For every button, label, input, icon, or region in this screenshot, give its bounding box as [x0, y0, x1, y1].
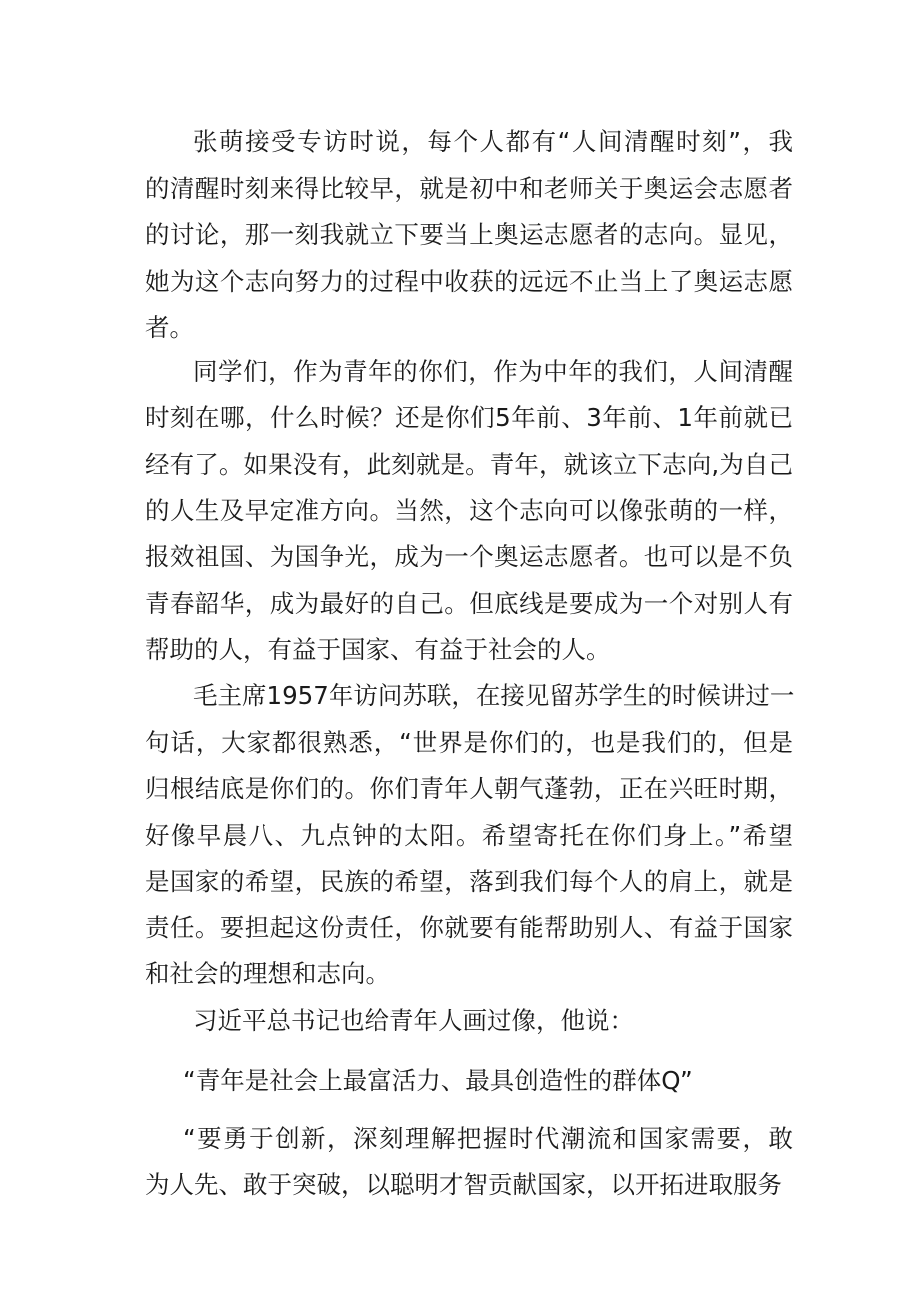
- text-line: 者。: [145, 313, 194, 342]
- text-line: 张萌接受专访时说，每个人都有“人间清醒时刻”，我: [193, 127, 793, 156]
- text-line: 和社会的理想和志向。: [145, 959, 390, 988]
- text-line: 青春韶华，成为最好的自己。但底线是要成为一个对别人有: [145, 589, 793, 618]
- text-line: 句话，大家都很熟悉，“世界是你们的，也是我们的，但是: [145, 728, 793, 757]
- text-line: “青年是社会上最富活力、最具创造性的群体Q”: [183, 1066, 693, 1095]
- text-line: 时刻在哪，什么时候？还是你们5年前、3年前、1年前就已: [145, 403, 793, 432]
- text-line: “要勇于创新，深刻理解把握时代潮流和国家需要，敢: [183, 1124, 793, 1153]
- text-line: 归根结底是你们的。你们青年人朝气蓬勃，正在兴旺时期，: [145, 774, 793, 803]
- text-line: 毛主席1957年访问苏联，在接见留苏学生的时候讲过一: [193, 681, 795, 710]
- text-line: 的清醒时刻来得比较早，就是初中和老师关于奥运会志愿者: [145, 174, 793, 203]
- text-line: 经有了。如果没有，此刻就是。青年，就该立下志向,为自己: [145, 450, 793, 479]
- text-line: 的讨论，那一刻我就立下要当上奥运志愿者的志向。显见，: [145, 220, 793, 249]
- text-line: 报效祖国、为国争光，成为一个奥运志愿者。也可以是不负: [145, 542, 793, 571]
- text-line: 同学们，作为青年的你们，作为中年的我们，人间清醒: [193, 357, 793, 386]
- text-line: 为人先、敢于突破，以聪明才智贡献国家，以开拓进取服务: [145, 1170, 782, 1199]
- text-line: 她为这个志向努力的过程中收获的远远不止当上了奥运志愿: [145, 267, 793, 296]
- text-line: 好像早晨八、九点钟的太阳。希望寄托在你们身上。”希望: [145, 821, 793, 850]
- text-line: 是国家的希望，民族的希望，落到我们每个人的肩上，就是: [145, 867, 793, 896]
- text-line: 帮助的人，有益于国家、有益于社会的人。: [145, 635, 611, 664]
- text-line: 的人生及早定准方向。当然，这个志向可以像张萌的一样，: [145, 496, 793, 525]
- text-line: 责任。要担起这份责任，你就要有能帮助别人、有益于国家: [145, 913, 793, 942]
- text-line: 习近平总书记也给青年人画过像，他说：: [193, 1006, 634, 1035]
